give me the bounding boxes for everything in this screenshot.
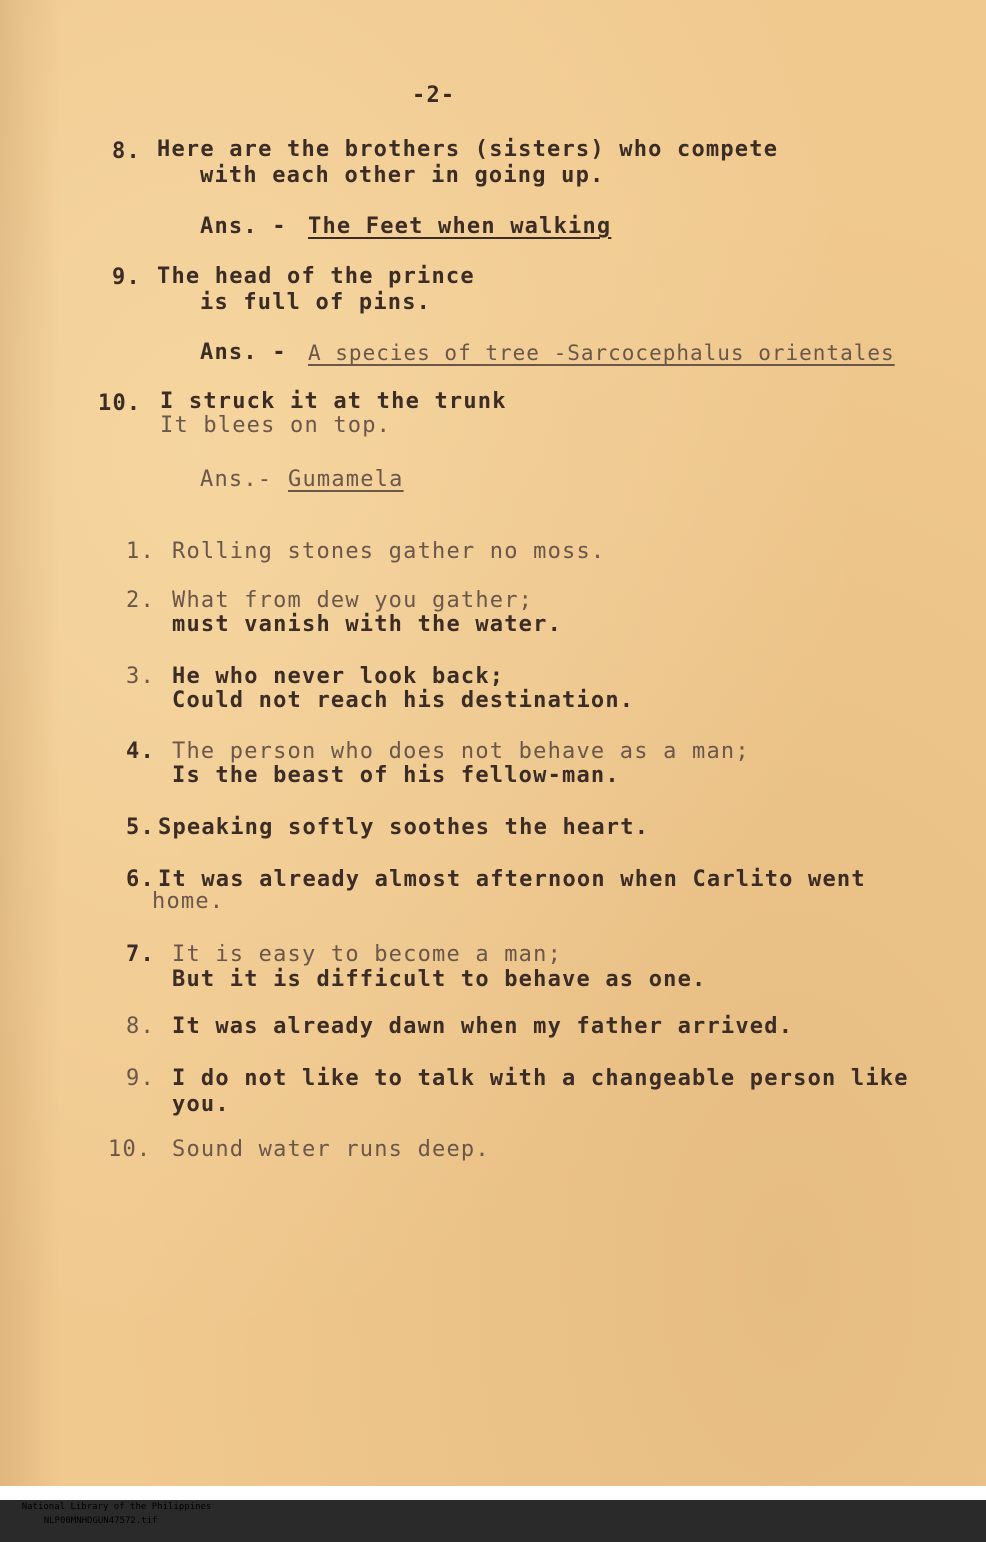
sentence-line: you. <box>172 1092 230 1117</box>
riddle-answer: The Feet when walking <box>308 214 612 239</box>
riddle-line: is full of pins. <box>200 290 432 315</box>
riddle-answer: A species of tree -Sarcocephalus orientales <box>308 341 895 365</box>
scan-footer <box>0 1486 986 1526</box>
answer-prefix: Ans. - <box>200 214 287 239</box>
sentence-line: Sound water runs deep. <box>172 1137 490 1162</box>
sentence-number: 6. <box>126 867 155 892</box>
riddle-number: 10. <box>98 391 142 416</box>
riddle-line: It blees on top. <box>160 413 392 438</box>
sentence-line: It is easy to become a man; <box>172 942 563 967</box>
sentence-number: 3. <box>126 664 155 689</box>
page-fold-shadow <box>0 0 60 1500</box>
sentence-line: Speaking softly soothes the heart. <box>158 815 650 840</box>
riddle-number: 8. <box>112 139 141 164</box>
sentence-line: He who never look back; <box>172 664 505 689</box>
sentence-number: 9. <box>126 1066 155 1091</box>
page-number: -2- <box>412 83 456 108</box>
sentence-line: The person who does not behave as a man; <box>172 739 750 764</box>
sentence-number: 7. <box>126 942 155 967</box>
sentence-number: 4. <box>126 739 155 764</box>
sentence-number: 8. <box>126 1014 155 1039</box>
sentence-line: Rolling stones gather no moss. <box>172 539 606 564</box>
sentence-number: 2. <box>126 588 155 613</box>
riddle-line: The head of the prince <box>157 264 475 289</box>
riddle-number: 9. <box>112 265 141 290</box>
sentence-number: 1. <box>126 539 155 564</box>
riddle-line: Here are the brothers (sisters) who compete <box>157 137 779 162</box>
sentence-line: I do not like to talk with a changeable person like <box>172 1066 909 1091</box>
sentence-line: It was already almost afternoon when Carlito went <box>158 867 866 892</box>
sentence-number: 10. <box>108 1137 152 1162</box>
sentence-line: It was already dawn when my father arrived. <box>172 1014 794 1039</box>
sentence-line: home. <box>152 889 225 914</box>
answer-prefix: Ans. - <box>200 340 287 365</box>
sentence-line: What from dew you gather; <box>172 588 534 613</box>
riddle-line: with each other in going up. <box>200 163 605 188</box>
footer-filename: NLP00MNHDGUN47572.tif <box>43 1516 158 1526</box>
sentence-line: must vanish with the water. <box>172 612 563 637</box>
answer-prefix: Ans.- <box>200 467 273 492</box>
sentence-number: 5. <box>126 815 155 840</box>
sentence-line: But it is difficult to behave as one. <box>172 967 707 992</box>
riddle-line: I struck it at the trunk <box>160 389 507 414</box>
sentence-line: Could not reach his destination. <box>172 688 635 713</box>
riddle-answer: Gumamela <box>288 467 404 492</box>
footer-library: National Library of the Philippines <box>21 1502 212 1512</box>
sentence-line: Is the beast of his fellow-man. <box>172 763 620 788</box>
